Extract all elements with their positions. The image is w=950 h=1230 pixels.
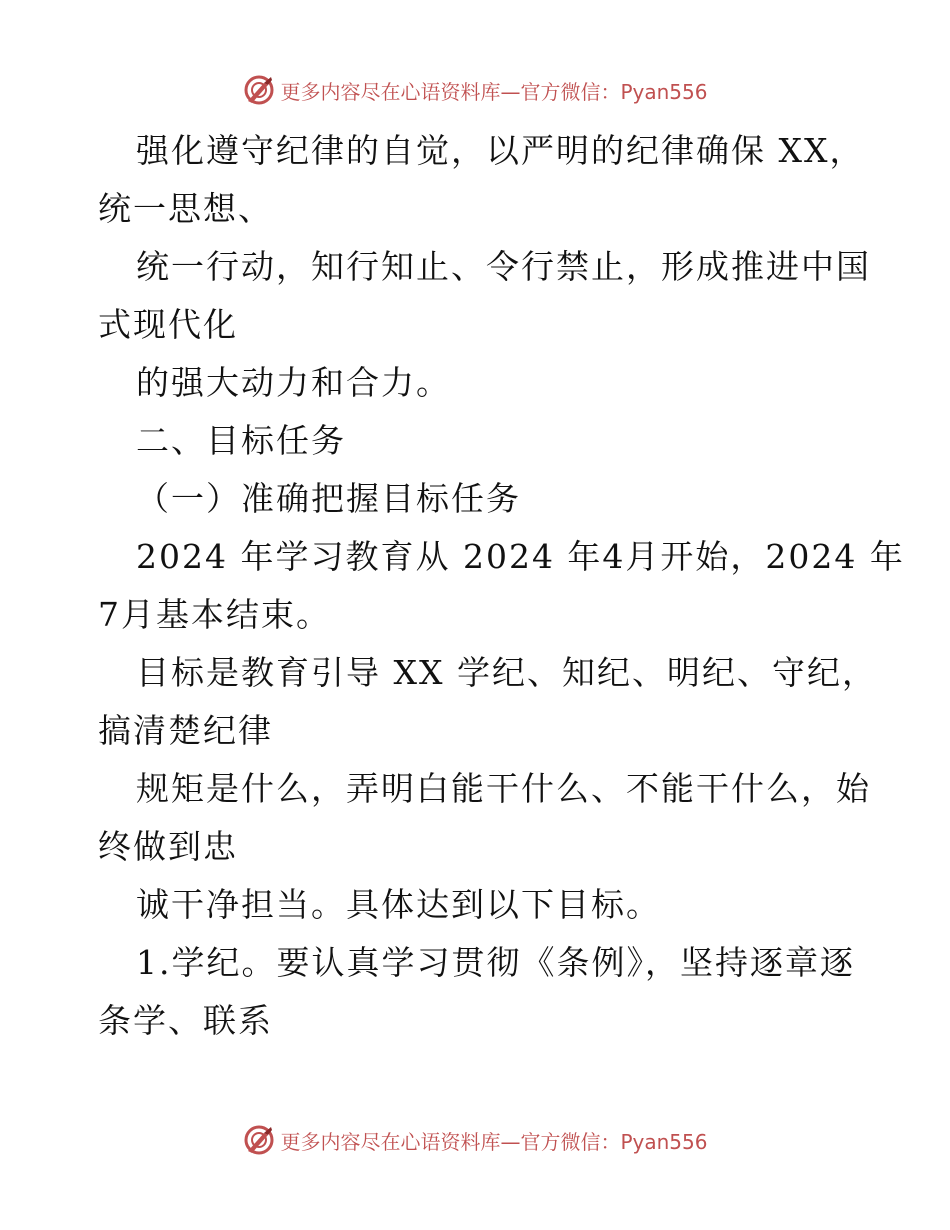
header-banner — [0, 70, 950, 110]
text-line: 终做到忠 — [98, 827, 238, 866]
document-body — [98, 122, 905, 1050]
text-line: 规矩是什么，弄明白能干什么、不能干什么，始 — [136, 769, 871, 808]
pen-logo-icon — [242, 1123, 276, 1157]
text-line: 2024 年学习教育从 2024 年4月开始，2024 年 — [136, 537, 905, 576]
text-line: 1.学纪。要认真学习贯彻《条例》，坚持逐章逐 — [136, 943, 855, 982]
text-line: （一）准确把握目标任务 — [136, 479, 521, 518]
text-line: 的强大动力和合力。 — [136, 363, 451, 402]
footer-banner-text: 更多内容尽在心语资料库—官方微信：Pyan556 — [280, 1129, 708, 1154]
text-line: 7月基本结束。 — [98, 595, 331, 634]
text-line: 条学、联系 — [98, 1001, 273, 1040]
text-line: 搞清楚纪律 — [98, 711, 273, 750]
pen-logo-icon — [242, 73, 276, 107]
text-line: 统一思想、 — [98, 189, 273, 228]
footer-banner — [0, 1120, 950, 1160]
text-line: 强化遵守纪律的自觉，以严明的纪律确保 XX， — [136, 131, 865, 170]
text-line: 统一行动，知行知止、令行禁止，形成推进中国 — [136, 247, 871, 286]
text-line: 目标是教育引导 XX 学纪、知纪、明纪、守纪， — [136, 653, 877, 692]
text-line: 二、目标任务 — [136, 421, 346, 460]
header-banner-text: 更多内容尽在心语资料库—官方微信：Pyan556 — [280, 79, 708, 104]
text-line: 诚干净担当。具体达到以下目标。 — [136, 885, 661, 924]
text-line: 式现代化 — [98, 305, 238, 344]
